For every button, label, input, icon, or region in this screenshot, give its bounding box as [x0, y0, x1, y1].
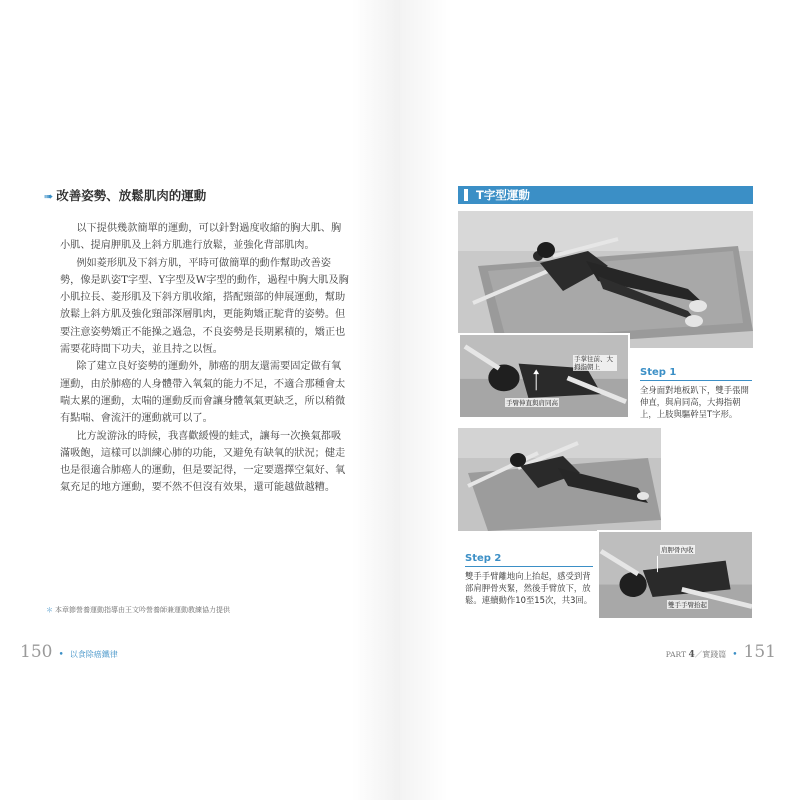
paragraph: 比方說游泳的時候，我喜歡緩慢的蛙式，讓每一次換氣都吸滿吸飽，這樣可以訓練心肺的功能，又避免有缺氧的狀況；健走也是很適合肺癌人的運動，但是要記得，一定要選擇空氣好、氧氣充足的地方運動，要不然不但沒有效果，還可能越做越糟。 [60, 430, 346, 494]
step1-divider [640, 380, 752, 381]
section-heading [44, 186, 206, 204]
body-text [60, 220, 350, 497]
step2-label: Step 2 [465, 553, 502, 564]
annotation-arm-straight: 手臂伸直與肩同高 [506, 399, 558, 407]
section-name: 實踐篇 [702, 650, 727, 659]
part-slash: ／ [694, 650, 703, 659]
paragraph: 除了建立良好姿勢的運動外，肺癌的朋友還需要固定做有氧運動，由於肺癌的人身體帶入氧氣的能力不足，不適合那種會太喘太累的運動，太喘的運動反而會讓身體氧氣更缺乏，所以稍微有點喘、會流汗的運動就可以了。 [60, 361, 346, 425]
step2-text: 雙手手臂離地向上抬起，感受到背部肩胛骨夾緊，然後手臂放下，放鬆。連續動作10至15次，共3回。 [465, 571, 593, 605]
section-heading-text: 改善姿勢、放鬆肌肉的運動 [56, 188, 207, 203]
annotation-scapula: 肩胛骨內收 [661, 546, 694, 554]
title-mark-icon [464, 189, 468, 201]
photo-t-position [458, 211, 753, 348]
footnote-text: 本章節營養運動指導由王文吟營養師兼運動教練協力提供 [55, 606, 230, 614]
annotation-arms-raised: 雙手手臂抬起 [668, 601, 707, 609]
step1-label: Step 1 [640, 367, 677, 378]
annotation-palm-forward: 手掌往前、大拇指朝上 [573, 355, 617, 371]
step2-divider [465, 566, 593, 567]
footnote-star-icon: ＊ [46, 606, 53, 614]
exercise-title: T字型運動 [476, 188, 530, 202]
page-number-right: 151 [743, 642, 776, 662]
exercise-title-bar [458, 186, 753, 204]
folio-left [20, 642, 118, 662]
book-title: 以食除癌鐵律 [69, 650, 118, 659]
folio-dot: • [58, 650, 64, 660]
step1-text: 全身面對地板趴下，雙手張開伸直，與肩同高，大拇指朝上，上肢與驅幹呈T字形。 [640, 385, 749, 419]
heading-arrow-icon: ➠ [44, 190, 54, 203]
part-prefix: PART [665, 650, 687, 659]
paragraph: 例如菱形肌及下斜方肌，平時可做簡單的動作幫助改善姿勢，像是趴姿T字型、Y字型及W字型的動作，過程中胸大肌及胸小肌拉長、菱形肌及下斜方肌收縮，搭配頸部的伸展運動，幫助放鬆上斜方肌及強化頸部深層肌肉，更能夠矯正駝背的姿勢。但要注意姿勢矯正不能操之過急，不良姿勢是長期累積的，矯正也需要花時間下功夫，並且持之以恆。 [60, 257, 349, 356]
photo-arms-raised [458, 428, 661, 531]
part-number: 4 [688, 650, 695, 660]
footnote [46, 605, 230, 615]
page-number-left: 150 [20, 642, 53, 662]
folio-right [666, 642, 776, 662]
folio-dot: • [732, 650, 738, 660]
paragraph: 以下提供幾款簡單的運動，可以針對過度收縮的胸大肌、胸小肌、提肩胛肌及上斜方肌進行放鬆，並強化背部肌肉。 [60, 223, 342, 252]
part-label [666, 650, 702, 659]
